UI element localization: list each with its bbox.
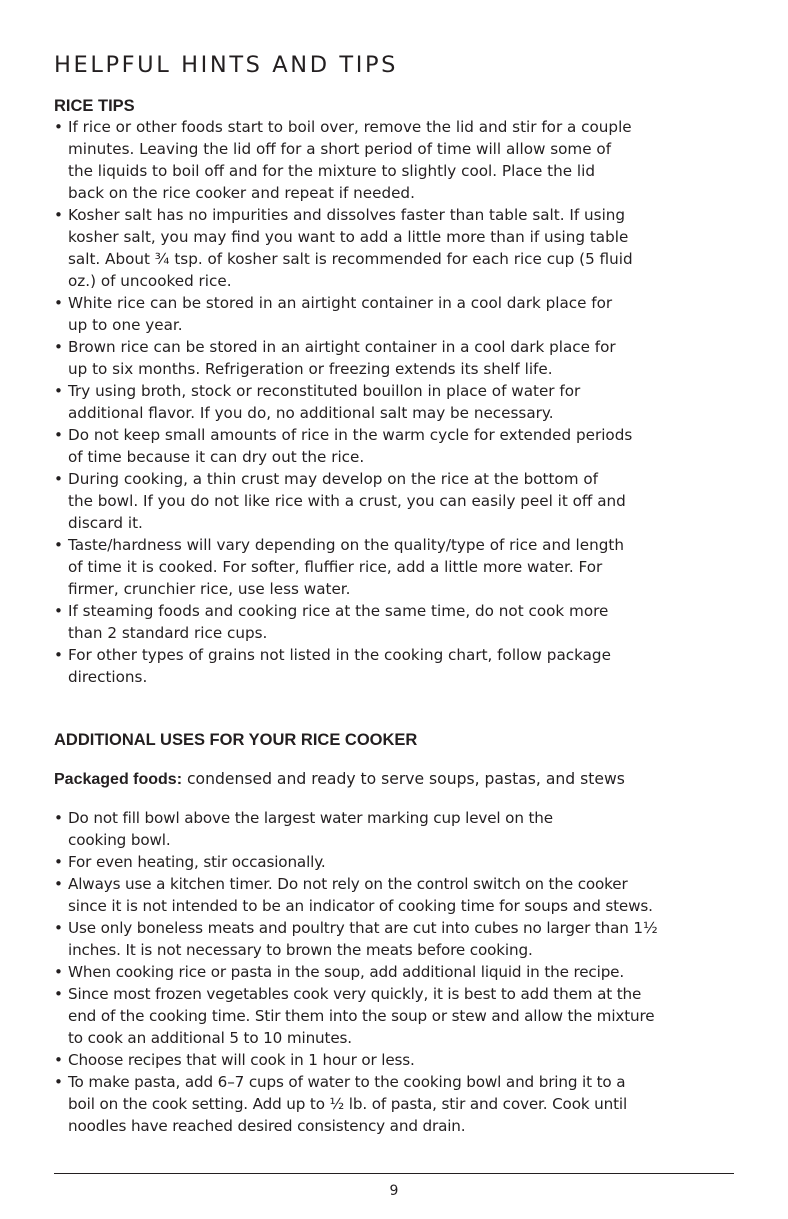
list-item-line: back on the rice cooker and repeat if needed. (68, 184, 415, 202)
footer-divider (54, 1173, 734, 1174)
list-item-line: • Do not fill bowl above the largest water marking cup level on the (68, 808, 553, 827)
list-item-line: than 2 standard rice cups. (68, 624, 268, 642)
list-item (54, 336, 734, 380)
list-item (54, 807, 734, 851)
list-item-line: • Kosher salt has no impurities and dissolves faster than table salt. If using (68, 206, 626, 224)
list-item (54, 534, 734, 600)
list-item-line: to cook an additional 5 to 10 minutes. (68, 1028, 352, 1047)
list-item-line: the bowl. If you do not like rice with a crust, you can easily peel it off and (68, 492, 626, 510)
list-item (54, 292, 734, 336)
list-item-line: noodles have reached desired consistency and drain. (68, 1116, 466, 1135)
list-item-line: inches. It is not necessary to brown the meats before cooking. (68, 940, 533, 959)
list-item-line: additional flavor. If you do, no additional salt may be necessary. (68, 404, 554, 422)
list-item-line: firmer, crunchier rice, use less water. (68, 580, 351, 598)
page-title: HELPFUL HINTS AND TIPS (54, 52, 399, 78)
list-item (54, 424, 734, 468)
list-item-line: • When cooking rice or pasta in the soup, add additional liquid in the recipe. (68, 962, 625, 981)
list-item-line: of time it is cooked. For softer, fluffier rice, add a little more water. For (68, 558, 603, 576)
list-item-line: up to six months. Refrigeration or freezing extends its shelf life. (68, 360, 553, 378)
additional-uses-list (54, 807, 734, 1137)
rice-tips-list (54, 116, 734, 688)
list-item-line: of time because it can dry out the rice. (68, 448, 365, 466)
list-item-line: directions. (68, 668, 148, 686)
list-item-line: minutes. Leaving the lid off for a short period of time will allow some of (68, 140, 612, 158)
list-item-line: • White rice can be stored in an airtight container in a cool dark place for (68, 294, 613, 312)
list-item-line: • To make pasta, add 6–7 cups of water to the cooking bowl and bring it to a (68, 1072, 626, 1091)
list-item (54, 1049, 734, 1071)
list-item-line: kosher salt, you may find you want to add a little more than if using table (68, 228, 629, 246)
list-item-line: • Use only boneless meats and poultry that are cut into cubes no larger than 1½ (68, 918, 658, 937)
list-item (54, 116, 734, 204)
list-item-line: • Brown rice can be stored in an airtight container in a cool dark place for (68, 338, 616, 356)
list-item-line: oz.) of uncooked rice. (68, 272, 232, 290)
list-item (54, 380, 734, 424)
list-item-line: up to one year. (68, 316, 183, 334)
list-item-line: • Try using broth, stock or reconstituted bouillon in place of water for (68, 382, 581, 400)
list-item (54, 204, 734, 292)
list-item-line: • Do not keep small amounts of rice in the warm cycle for extended periods (68, 426, 633, 444)
list-item-line: • Since most frozen vegetables cook very quickly, it is best to add them at the (68, 984, 642, 1003)
packaged-foods-text: condensed and ready to serve soups, pastas, and stews (182, 770, 625, 788)
list-item-line: salt. About ¾ tsp. of kosher salt is recommended for each rice cup (5 fluid (68, 250, 633, 268)
list-item-line: • If rice or other foods start to boil over, remove the lid and stir for a couple (68, 118, 632, 136)
list-item-line: boil on the cook setting. Add up to ½ lb. of pasta, stir and cover. Cook until (68, 1094, 628, 1113)
list-item (54, 1071, 734, 1137)
list-item (54, 983, 734, 1049)
list-item-line: • For even heating, stir occasionally. (68, 852, 326, 871)
list-item-line: • Choose recipes that will cook in 1 hour or less. (68, 1050, 415, 1069)
list-item (54, 468, 734, 534)
list-item (54, 873, 734, 917)
list-item-line: • During cooking, a thin crust may develop on the rice at the bottom of (68, 470, 598, 488)
list-item-line: since it is not intended to be an indicator of cooking time for soups and stews. (68, 896, 653, 915)
additional-uses-heading: ADDITIONAL USES FOR YOUR RICE COOKER (54, 731, 418, 749)
list-item-line: end of the cooking time. Stir them into the soup or stew and allow the mixture (68, 1006, 655, 1025)
list-item-line: cooking bowl. (68, 830, 171, 849)
list-item-line: • Taste/hardness will vary depending on the quality/type of rice and length (68, 536, 624, 554)
list-item (54, 600, 734, 644)
list-item (54, 851, 734, 873)
list-item (54, 917, 734, 961)
list-item-line: • For other types of grains not listed in the cooking chart, follow package (68, 646, 611, 664)
list-item-line: discard it. (68, 514, 143, 532)
packaged-foods-label: Packaged foods: (54, 771, 183, 788)
list-item (54, 644, 734, 688)
page-number: 9 (389, 1183, 399, 1199)
list-item-line: the liquids to boil off and for the mixture to slightly cool. Place the lid (68, 162, 595, 180)
packaged-foods-paragraph (54, 768, 734, 791)
list-item-line: • Always use a kitchen timer. Do not rely on the control switch on the cooker (68, 874, 628, 893)
rice-tips-heading: RICE TIPS (54, 97, 135, 115)
list-item (54, 961, 734, 983)
list-item-line: • If steaming foods and cooking rice at the same time, do not cook more (68, 602, 609, 620)
document-page (54, 50, 734, 1137)
